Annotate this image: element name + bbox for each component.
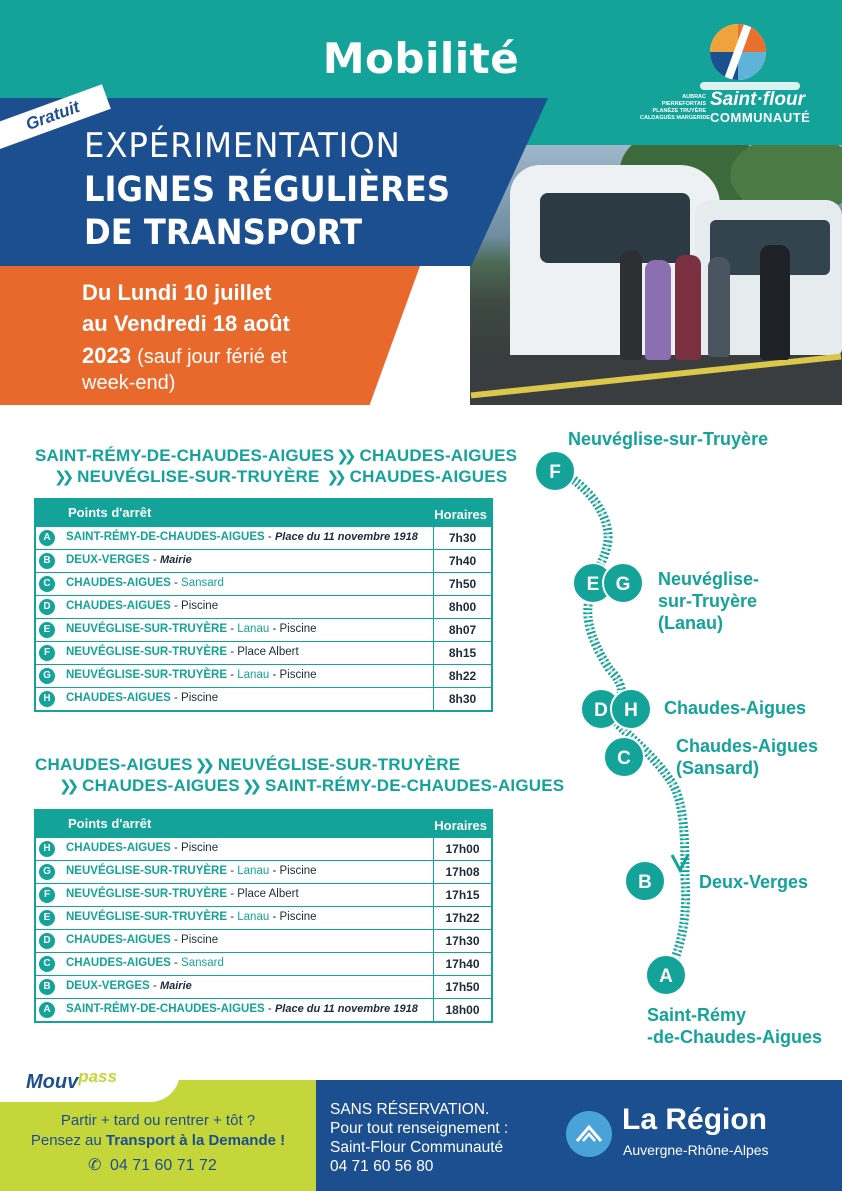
- map-stop-g: G: [602, 562, 644, 604]
- stop-area: Lanau: [237, 623, 270, 635]
- table-row: [36, 975, 491, 998]
- stop-place: Piscine: [279, 623, 317, 635]
- stop-place: Piscine: [181, 692, 219, 704]
- stop-time: 7h40: [433, 550, 491, 572]
- gratuit-label: Gratuit: [23, 97, 83, 134]
- chevron-right-icon: ❯❯: [336, 448, 352, 465]
- date-end: au Vendredi 18 août: [82, 311, 290, 336]
- tad-line-2b: Transport à la Demande !: [105, 1132, 286, 1149]
- stop-time: 17h15: [433, 884, 491, 906]
- table-row: [36, 595, 491, 618]
- stop-name: CHAUDES-AIGUES - Piscine: [66, 600, 219, 612]
- map-label-line: Chaudes-Aigues: [676, 736, 819, 756]
- logo-sub: COMMUNAUTÉ: [710, 110, 811, 125]
- stop-badge: H: [39, 841, 55, 857]
- page-title: Mobilité: [322, 34, 520, 83]
- stop-badge: F: [39, 887, 55, 903]
- stop-badge: D: [39, 933, 55, 949]
- stop-area: Lanau: [237, 911, 270, 923]
- stop-time: 17h50: [433, 976, 491, 998]
- stop-area: Lanau: [237, 865, 270, 877]
- map-label-line: -de-Chaudes-Aigues: [647, 1027, 823, 1047]
- stop-city: DEUX-VERGES: [66, 980, 150, 992]
- stop-name: NEUVÉGLISE-SUR-TRUYÈRE - Lanau - Piscine: [66, 623, 317, 635]
- map-label-a: [647, 1004, 822, 1048]
- table-row: [36, 952, 491, 975]
- footer-right: [316, 1080, 842, 1191]
- stop-time: 17h22: [433, 907, 491, 929]
- region-logo-icon: [566, 1111, 612, 1157]
- date-note-b: week-end): [82, 372, 176, 394]
- route2-stop-1: CHAUDES-AIGUES: [35, 755, 193, 774]
- stop-time: 8h30: [433, 688, 491, 710]
- stop-city: CHAUDES-AIGUES: [66, 600, 171, 612]
- mouvpass-logo: [26, 1067, 117, 1094]
- stop-city: NEUVÉGLISE-SUR-TRUYÈRE: [66, 623, 228, 635]
- stop-place: Place Albert: [237, 646, 299, 658]
- chevron-right-icon: ❯❯: [54, 469, 70, 486]
- stop-badge: G: [39, 864, 55, 880]
- route1-stop-4: CHAUDES-AIGUES: [349, 467, 508, 486]
- info-line: SANS RÉSERVATION.: [330, 1101, 490, 1118]
- contact-info: [330, 1100, 508, 1176]
- stop-place: Piscine: [181, 842, 219, 854]
- stop-name: CHAUDES-AIGUES - Piscine: [66, 692, 219, 704]
- stop-time: 17h08: [433, 861, 491, 883]
- map-label-dh: [664, 697, 806, 719]
- route1-stop-2: CHAUDES-AIGUES: [359, 446, 518, 465]
- stop-place: Place du 11 novembre 1918: [274, 1003, 418, 1015]
- logo-area: PIERREFORTAIS: [661, 101, 706, 107]
- headline-line-2: LIGNES RÉGULIÈRES: [84, 170, 451, 210]
- map-label-line: Saint-Rémy: [647, 1005, 747, 1025]
- date-year: 2023: [82, 343, 131, 368]
- stop-place: Place du 11 novembre 1918: [274, 531, 418, 543]
- table-header: [36, 811, 491, 837]
- stop-name: NEUVÉGLISE-SUR-TRUYÈRE - Place Albert: [66, 646, 299, 658]
- stop-area: Sansard: [181, 577, 224, 589]
- date-start: Du Lundi 10 juillet: [82, 280, 272, 305]
- map-label-line: sur-Truyère: [658, 591, 758, 611]
- stop-time: 18h00: [433, 999, 491, 1021]
- region-name: La Région: [622, 1103, 768, 1136]
- table-row: [36, 687, 491, 710]
- route2-title-line2: [57, 776, 564, 796]
- stop-time: 7h50: [433, 573, 491, 595]
- stop-badge: B: [39, 553, 55, 569]
- header: [0, 0, 842, 405]
- headline-line-1: EXPÉRIMENTATION: [84, 126, 401, 166]
- stop-place: Piscine: [279, 911, 317, 923]
- stop-place: Piscine: [279, 865, 317, 877]
- info-line: Pour tout renseignement :: [330, 1120, 509, 1137]
- stop-city: NEUVÉGLISE-SUR-TRUYÈRE: [66, 888, 228, 900]
- mouvpass-pass: pass: [78, 1067, 117, 1086]
- stop-name: NEUVÉGLISE-SUR-TRUYÈRE - Place Albert: [66, 888, 299, 900]
- stop-name: NEUVÉGLISE-SUR-TRUYÈRE - Lanau - Piscine: [66, 865, 317, 877]
- stop-area: Lanau: [237, 669, 270, 681]
- map-label-line: Neuvéglise-sur-Truyère: [568, 429, 769, 449]
- stop-name: CHAUDES-AIGUES - Sansard: [66, 957, 224, 969]
- map-label-b: [699, 871, 808, 893]
- stop-place: Place Albert: [237, 888, 299, 900]
- stop-city: CHAUDES-AIGUES: [66, 842, 171, 854]
- region-sub: Auvergne-Rhône-Alpes: [623, 1142, 769, 1158]
- chevron-right-icon: ❯❯: [241, 778, 257, 795]
- tad-phone[interactable]: [88, 1155, 217, 1175]
- stop-city: NEUVÉGLISE-SUR-TRUYÈRE: [66, 911, 228, 923]
- stop-place: Piscine: [181, 600, 219, 612]
- table-row: [36, 572, 491, 595]
- logo-area: AUBRAC: [682, 94, 706, 100]
- route2-stop-2: NEUVÉGLISE-SUR-TRUYÈRE: [217, 755, 461, 774]
- date-year-line: [82, 343, 287, 369]
- stop-badge: A: [39, 530, 55, 546]
- chevron-right-icon: ❯❯: [326, 469, 342, 486]
- stop-time: 8h07: [433, 619, 491, 641]
- stop-badge: F: [39, 645, 55, 661]
- chevron-right-icon: ❯❯: [59, 778, 75, 795]
- table-row: [36, 664, 491, 687]
- stop-badge: B: [39, 979, 55, 995]
- stop-time: 8h22: [433, 665, 491, 687]
- stop-place: Mairie: [159, 554, 192, 566]
- table-row: [36, 906, 491, 929]
- stop-time: 7h30: [433, 527, 491, 549]
- tad-phone-number: 04 71 60 71 72: [110, 1157, 217, 1174]
- stop-badge: G: [39, 668, 55, 684]
- table-row: [36, 526, 491, 549]
- route1-stop-1: SAINT-RÉMY-DE-CHAUDES-AIGUES: [35, 446, 335, 465]
- map-stop-d: D: [580, 688, 622, 730]
- header-times: Horaires: [434, 507, 487, 522]
- route2-title-line1: [35, 755, 460, 775]
- mouvpass-brand: Mouv: [26, 1071, 79, 1093]
- stop-city: SAINT-RÉMY-DE-CHAUDES-AIGUES: [66, 531, 265, 543]
- tad-line-1: Partir + tard ou rentrer + tôt ?: [60, 1112, 256, 1129]
- header-times: Horaires: [434, 818, 487, 833]
- route1-title-line1: [35, 446, 517, 466]
- table-row: [36, 883, 491, 906]
- tad-line-2: [0, 1132, 316, 1149]
- stop-time: 8h15: [433, 642, 491, 664]
- info-phone[interactable]: 04 71 60 56 80: [330, 1158, 434, 1175]
- stop-name: NEUVÉGLISE-SUR-TRUYÈRE - Lanau - Piscine: [66, 669, 317, 681]
- stop-city: CHAUDES-AIGUES: [66, 692, 171, 704]
- tad-line-2a: Pensez au: [30, 1132, 106, 1149]
- phone-icon: ✆: [88, 1157, 102, 1174]
- table-row: [36, 860, 491, 883]
- stop-name: SAINT-RÉMY-DE-CHAUDES-AIGUES - Place du 11 novembre 1918: [66, 531, 418, 543]
- route1-stop-3: NEUVÉGLISE-SUR-TRUYÈRE: [77, 467, 320, 486]
- stop-place: Piscine: [279, 669, 317, 681]
- stop-name: CHAUDES-AIGUES - Piscine: [66, 842, 219, 854]
- map-stop-b: B: [624, 860, 666, 902]
- header-stops: Points d'arrêt: [68, 505, 152, 520]
- stop-name: DEUX-VERGES - Mairie: [66, 554, 192, 566]
- stop-badge: C: [39, 576, 55, 592]
- map-stop-h: H: [610, 688, 652, 730]
- route1-title-line2: [52, 467, 507, 487]
- map-stop-c: C: [603, 736, 645, 778]
- timetable-route1: [34, 498, 493, 712]
- table-header: [36, 500, 491, 526]
- stop-city: CHAUDES-AIGUES: [66, 957, 171, 969]
- logo-name: Saint·flour: [710, 89, 805, 110]
- date-note-a: (sauf jour férié et: [137, 346, 288, 368]
- logo-areas: [640, 94, 710, 122]
- map-label-line: Deux-Verges: [699, 872, 809, 892]
- table-row: [36, 837, 491, 860]
- map-label-f: [568, 428, 768, 450]
- stop-name: CHAUDES-AIGUES - Piscine: [66, 934, 219, 946]
- headline-line-3: DE TRANSPORT: [84, 213, 363, 253]
- map-label-eg: [658, 568, 759, 634]
- route2-stop-4: SAINT-RÉMY-DE-CHAUDES-AIGUES: [264, 776, 565, 795]
- stop-name: SAINT-RÉMY-DE-CHAUDES-AIGUES - Place du 11 novembre 1918: [66, 1003, 418, 1015]
- chevron-right-icon: ❯❯: [194, 757, 210, 774]
- stop-city: NEUVÉGLISE-SUR-TRUYÈRE: [66, 669, 228, 681]
- stop-place: Piscine: [181, 934, 219, 946]
- table-row: [36, 929, 491, 952]
- header-stops: Points d'arrêt: [68, 816, 152, 831]
- bus-photo: [470, 145, 842, 405]
- logo-mark-icon: [710, 24, 766, 80]
- timetable-route2: [34, 809, 493, 1023]
- stop-name: NEUVÉGLISE-SUR-TRUYÈRE - Lanau - Piscine: [66, 911, 317, 923]
- stop-name: DEUX-VERGES - Mairie: [66, 980, 192, 992]
- stop-badge: C: [39, 956, 55, 972]
- stop-place: Mairie: [159, 980, 192, 992]
- table-row: [36, 618, 491, 641]
- stop-city: CHAUDES-AIGUES: [66, 934, 171, 946]
- stop-time: 17h40: [433, 953, 491, 975]
- stop-city: DEUX-VERGES: [66, 554, 150, 566]
- stop-city: SAINT-RÉMY-DE-CHAUDES-AIGUES: [66, 1003, 265, 1015]
- saint-flour-logo: [640, 24, 820, 134]
- stop-badge: E: [39, 910, 55, 926]
- map-stop-f: F: [534, 450, 576, 492]
- stop-time: 17h30: [433, 930, 491, 952]
- logo-area: PLANÈZE TRUYÈRE: [652, 108, 706, 114]
- stop-time: 8h00: [433, 596, 491, 618]
- stop-city: CHAUDES-AIGUES: [66, 577, 171, 589]
- stop-badge: E: [39, 622, 55, 638]
- stop-badge: A: [39, 1002, 55, 1018]
- stop-badge: D: [39, 599, 55, 615]
- map-stop-a: A: [645, 954, 687, 996]
- stop-city: NEUVÉGLISE-SUR-TRUYÈRE: [66, 646, 228, 658]
- stop-time: 17h00: [433, 838, 491, 860]
- stop-name: CHAUDES-AIGUES - Sansard: [66, 577, 224, 589]
- info-line: Saint-Flour Communauté: [330, 1139, 504, 1156]
- map-label-line: (Lanau): [658, 613, 723, 633]
- route-map: [520, 400, 842, 1080]
- map-label-line: (Sansard): [676, 758, 760, 778]
- map-label-line: Neuvéglise-: [658, 569, 760, 589]
- route2-stop-3: CHAUDES-AIGUES: [82, 776, 240, 795]
- map-stop-e: E: [572, 562, 614, 604]
- stop-badge: H: [39, 691, 55, 707]
- logo-area: CALDAGUÈS MARGERIDE: [640, 115, 710, 121]
- stop-area: Sansard: [181, 957, 224, 969]
- table-row: [36, 549, 491, 572]
- stop-city: NEUVÉGLISE-SUR-TRUYÈRE: [66, 865, 228, 877]
- table-row: [36, 641, 491, 664]
- map-label-c: [676, 735, 818, 779]
- map-label-line: Chaudes-Aigues: [664, 698, 807, 718]
- table-row: [36, 998, 491, 1021]
